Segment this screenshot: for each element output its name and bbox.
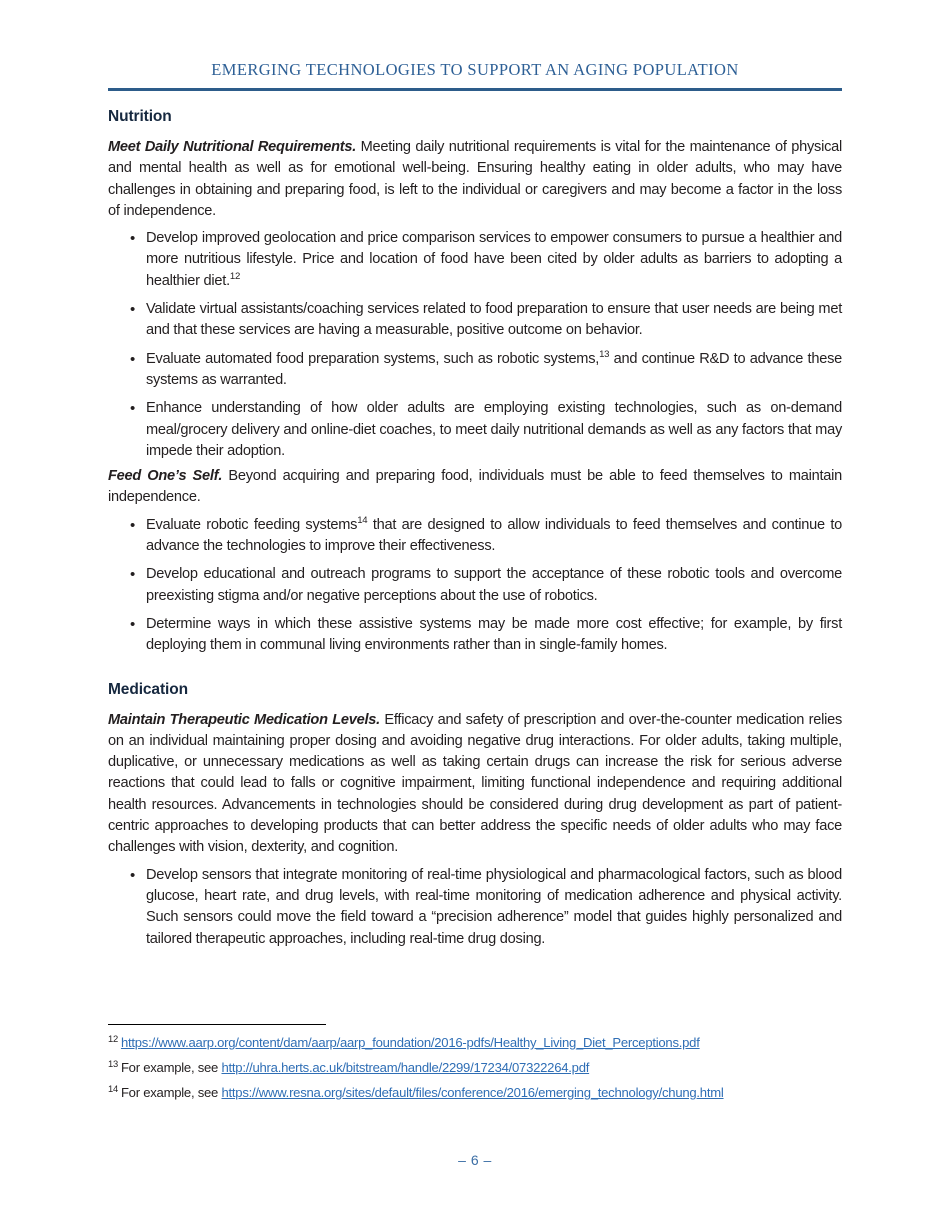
paragraph-lead-in: Meet Daily Nutritional Requirements. xyxy=(108,139,357,155)
footnotes-list xyxy=(108,1034,842,1101)
list-item-text: Determine ways in which these assistive systems may be made more cost effective; for example, by first deploying them in communal living environments rather than in single-family homes. xyxy=(146,615,842,654)
list-item xyxy=(108,865,842,950)
footnotes-area xyxy=(108,1024,842,1101)
list-item-text: Enhance understanding of how older adults are employing existing technologies, such as on-demand meal/grocery delivery and online-diet coaches, to meet daily nutritional demands as well as any factors that may impede their adoption. xyxy=(146,400,842,459)
body-paragraph xyxy=(108,137,842,222)
list-item xyxy=(108,299,842,342)
paragraph-text: Efficacy and safety of prescription and over-the-counter medication relies on an individual maintaining proper dosing and avoiding negative drug interactions. For older adults, taking multiple, duplicative, or unnecessary medications as well as taking certain drugs can increase the risk for serious adverse reactions that could lead to falls or cognitive impairment, limiting functional independence and requiring additional health resources. Advancements in technologies should be considered during drug development as part of patient-centric approaches to developing products that can better address the specific needs of older adults who may face challenges with vision, dexterity, and cognition. xyxy=(108,711,842,856)
list-item xyxy=(108,515,842,558)
list-item-text: Validate virtual assistants/coaching services related to food preparation to ensure that user needs are being met and that these services are having a measurable, positive outcome on behavior. xyxy=(146,301,842,339)
footnote-entry xyxy=(108,1059,842,1076)
footnote-prefix-text: For example, see xyxy=(120,1085,222,1100)
list-item xyxy=(108,228,842,292)
bullet-list xyxy=(108,515,842,657)
footnote-reference[interactable]: 14 xyxy=(357,514,368,526)
bullet-icon: • xyxy=(130,230,136,248)
bullet-icon: • xyxy=(130,566,136,584)
bullet-icon: • xyxy=(130,516,136,534)
list-item-text-continued: that are designed to allow individuals to feed themselves and continue to advance the technologies to improve their effectiveness. xyxy=(146,516,843,555)
bullet-icon: • xyxy=(130,866,136,884)
list-item-text-continued: and continue R&D to advance these systems as warranted. xyxy=(146,350,842,388)
bullet-icon: • xyxy=(130,350,136,368)
footnote-link[interactable]: http://uhra.herts.ac.uk/bitstream/handle/2299/17234/07322264.pdf xyxy=(221,1060,590,1075)
paragraph-lead-in: Feed One’s Self. xyxy=(108,468,223,485)
list-item xyxy=(108,349,842,392)
running-header xyxy=(108,60,842,91)
footnote-entry xyxy=(108,1034,842,1051)
footnote-separator xyxy=(108,1024,326,1025)
footnote-entry xyxy=(108,1084,842,1101)
paragraph-lead-in: Maintain Therapeutic Medication Levels. xyxy=(108,711,380,728)
header-divider xyxy=(108,88,842,91)
body-paragraph xyxy=(108,710,842,859)
section-heading: Nutrition xyxy=(108,108,172,125)
footnote-reference[interactable]: 13 xyxy=(599,348,610,360)
list-item-text: Evaluate automated food preparation systems, such as robotic systems, xyxy=(146,350,600,367)
document-body xyxy=(108,108,842,954)
list-item xyxy=(108,614,842,657)
footnote-prefix-text: For example, see xyxy=(120,1060,222,1075)
footnote-link[interactable]: https://www.resna.org/sites/default/files/conference/2016/emerging_technology/chung.html xyxy=(221,1085,724,1100)
header-title: EMERGING TECHNOLOGIES TO SUPPORT AN AGING POPULATION xyxy=(211,60,739,79)
bullet-icon: • xyxy=(130,615,136,633)
paragraph-text: Meeting daily nutritional requirements is vital for the maintenance of physical and mental health as well as for emotional well-being. Ensuring healthy eating in older adults, who may have challenges in obtaining and preparing food, is left to the individual or caregivers and may become a factor in the loss of independence. xyxy=(108,139,842,219)
footnote-link[interactable]: https://www.aarp.org/content/dam/aarp/aarp_foundation/2016-pdfs/Healthy_Living_Diet_Perceptions.pdf xyxy=(120,1035,700,1050)
footnote-number: 12 xyxy=(108,1032,118,1044)
bullet-icon: • xyxy=(130,301,136,319)
sections-container xyxy=(108,108,842,950)
footnote-number: 13 xyxy=(108,1057,118,1069)
list-item xyxy=(108,564,842,607)
list-item-text: Evaluate robotic feeding systems xyxy=(146,516,358,533)
list-item xyxy=(108,398,842,462)
body-paragraph xyxy=(108,466,842,509)
list-item-text: Develop improved geolocation and price comparison services to empower consumers to pursue a healthier and more nutritious lifestyle. Price and location of food have been cited by older adults as barriers to adopting a healthier diet. xyxy=(146,230,842,289)
footnote-reference[interactable]: 12 xyxy=(229,270,241,282)
list-item-text: Develop sensors that integrate monitoring of real-time physiological and pharmacological factors, such as blood glucose, heart rate, and drug levels, with real-time monitoring of medication adherence and physical activity. Such sensors could move the field toward a “precision adherence” model that guides highly personalized and tailored therapeutic approaches, including real-time drug dosing. xyxy=(146,866,842,947)
footnote-number: 14 xyxy=(108,1082,118,1094)
list-item-text: Develop educational and outreach programs to support the acceptance of these robotic tools and overcome preexisting stigma and/or negative perceptions about the use of robotics. xyxy=(146,566,842,604)
bullet-list xyxy=(108,228,842,462)
bullet-icon: • xyxy=(130,400,136,418)
section-heading: Medication xyxy=(108,680,188,698)
page-number: – 6 – xyxy=(458,1152,492,1168)
paragraph-text: Beyond acquiring and preparing food, individuals must be able to feed themselves to maintain independence. xyxy=(108,468,843,506)
bullet-list xyxy=(108,865,842,950)
